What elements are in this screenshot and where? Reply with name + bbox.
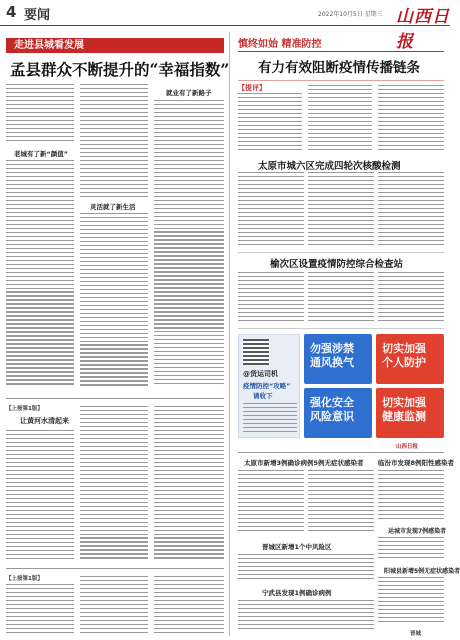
subhead-3: 就业有了新路子	[166, 89, 212, 97]
article-text	[238, 272, 304, 324]
article-text	[243, 403, 297, 435]
article-text	[154, 406, 224, 562]
article-text	[378, 272, 444, 324]
article-text	[6, 160, 74, 390]
right-banner-label: 慎终如始 精准防控	[238, 39, 322, 50]
article-text	[6, 84, 74, 146]
bottom-story-title: 临汾市发现8例阳性感染者	[378, 459, 455, 467]
poster-line: 切实加强	[382, 396, 426, 409]
article-text	[308, 85, 372, 153]
right-banner	[238, 38, 444, 52]
poster-line: 勿强涉禁	[310, 342, 354, 355]
bottom-story-title: 运城市发现7例感染者	[388, 528, 447, 535]
issue-date: 2022年10月5日 星期三	[318, 11, 383, 18]
subhead-2: 灵活就了新生活	[90, 203, 136, 211]
wechat-title: 疫情防控“攻略”	[243, 382, 291, 390]
article-text	[238, 600, 374, 632]
bottom-story-title: 宁武县发现1例确诊病例	[262, 589, 332, 597]
commentary-box	[238, 80, 444, 154]
wechat-sub: 请收下	[253, 392, 273, 400]
poster-3	[304, 388, 372, 438]
article-text	[238, 470, 304, 534]
bottom-story-title: 太原市新增3例确诊病例5例无症状感染者	[244, 459, 364, 467]
article-text	[80, 213, 148, 390]
article-text	[378, 85, 444, 153]
poster-line: 个人防护	[382, 356, 426, 369]
comment-tag: 【提评】	[238, 84, 266, 92]
divider	[6, 398, 224, 399]
article-text	[378, 172, 444, 248]
left-banner	[6, 38, 224, 53]
masthead-logo: 山西日报	[396, 7, 450, 52]
story-title-2: 榆次区设置疫情防控综合检查站	[270, 259, 404, 270]
article-text	[80, 406, 148, 562]
article-text	[308, 272, 374, 324]
bottom-story-title: 晋城区新增1个中风险区	[262, 543, 332, 551]
subhead-1: 老城有了新“颜值”	[14, 150, 69, 158]
continued-tag: 【上接第1版】	[6, 406, 43, 412]
left-banner-label: 走进县城看发展	[14, 40, 84, 51]
poster-line: 强化安全	[310, 396, 354, 409]
page-number: 4	[6, 3, 17, 21]
poster-line: 健康监测	[382, 410, 426, 423]
article-text	[6, 584, 74, 636]
wechat-promo	[238, 334, 300, 438]
story-title-1: 太原市城六区完成四轮次核酸检测	[258, 161, 401, 172]
article-text	[308, 470, 374, 534]
article-text	[238, 93, 302, 153]
article-text	[378, 470, 444, 522]
section-name: 要闻	[24, 8, 51, 23]
wechat-label: @货运司机	[243, 370, 278, 378]
poster-1	[304, 334, 372, 384]
article-text	[238, 172, 304, 248]
article-text	[378, 537, 444, 561]
poster-footer: 山西日报	[396, 444, 419, 450]
divider	[6, 568, 224, 569]
divider	[238, 452, 444, 453]
poster-line: 切实加强	[382, 342, 426, 355]
poster-line: 通风换气	[310, 356, 354, 369]
bottom-story-title: 阳城县新增5例无症状感染者	[384, 568, 460, 575]
poster-line: 风险意识	[310, 410, 354, 423]
divider	[238, 252, 444, 253]
article-text	[80, 84, 148, 200]
qr-code-icon	[243, 339, 269, 365]
article-text	[378, 577, 444, 627]
byline-note: 晋城	[410, 631, 422, 637]
bottom-left-title: 让黄河水清起来	[20, 417, 69, 425]
poster-2	[376, 334, 444, 384]
article-text	[6, 430, 74, 562]
column-divider	[229, 32, 230, 636]
article-text	[154, 576, 224, 636]
right-headline: 有力有效阻断疫情传播链条	[258, 60, 420, 76]
article-text	[308, 172, 374, 248]
continued-tag: 【上接第1版】	[6, 576, 43, 582]
divider	[238, 328, 444, 329]
article-text	[238, 554, 374, 584]
article-text	[80, 576, 148, 636]
left-headline: 孟县群众不断提升的“幸福指数”	[10, 60, 230, 79]
poster-4	[376, 388, 444, 438]
article-text	[154, 100, 224, 390]
